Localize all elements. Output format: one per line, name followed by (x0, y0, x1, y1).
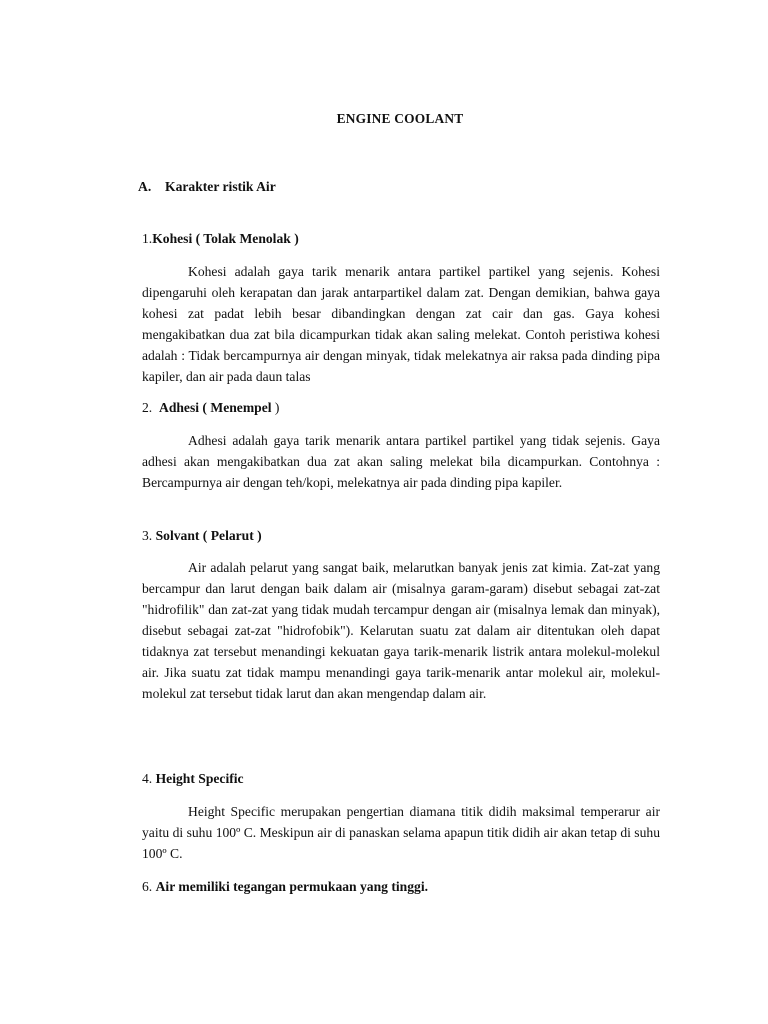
document-title: ENGINE COOLANT (336, 111, 464, 126)
section-heading (138, 176, 276, 197)
item-heading-text: Height Specific (155, 771, 244, 786)
paragraph-adhesi: Adhesi adalah gaya tarik menarik antara partikel partikel yang tidak sejenis. Gaya adhesi akan mengakibatkan dua zat akan saling melekat bila dicampurkan. Contohnya : Bercampurnya air dengan teh/kopi, melekatnya air pada dinding pipa kapiler. (142, 433, 660, 490)
item-heading-solvant (142, 525, 262, 546)
item-heading-text: Adhesi ( Menempel (159, 400, 272, 415)
item-prefix: 6. (142, 879, 156, 894)
item-prefix: 2. (142, 400, 159, 415)
item-suffix: ) (271, 400, 280, 415)
item-heading-text: Kohesi ( Tolak Menolak ) (152, 231, 299, 246)
item-heading-tegangan-permukaan (142, 876, 428, 897)
paragraph-solvant: Air adalah pelarut yang sangat baik, melarutkan banyak jenis zat kimia. Zat-zat yang bercampur dan larut dengan baik dalam air (misalnya garam-garam) disebut sebagai zat-zat "hidrofilik" dan zat-zat yang tidak mudah tercampur dengan air (misalnya lemak dan minyak), disebut sebagai zat-zat "hidrofobik"). Kelarutan suatu zat dalam air ditentukan oleh dapat tidaknya zat tersebut menandingi kekuatan gaya tarik-menarik listrik antara molekul-molekul air. Jika suatu zat tidak mampu menandingi gaya tarik-menarik antar molekul air, molekul-molekul zat tersebut tidak larut dan akan mengendap dalam air. (142, 560, 660, 701)
item-heading-text: Solvant ( Pelarut ) (155, 528, 262, 543)
paragraph-kohesi: Kohesi adalah gaya tarik menarik antara partikel partikel yang sejenis. Kohesi dipengaruhi oleh kerapatan dan jarak antarpartikel dalam zat. Dengan demikian, bahwa gaya kohesi zat padat lebih besar dibandingkan dengan zat cair dan gas. Gaya kohesi mengakibatkan dua zat bila dicampurkan tidak akan saling melekat. Contoh peristiwa kohesi adalah : Tidak bercampurnya air dengan minyak, tidak melekatnya air raksa pada dinding pipa kapiler, dan air pada daun talas (142, 264, 660, 384)
item-prefix: 4. (142, 771, 156, 786)
item-heading-adhesi (142, 397, 279, 418)
section-number: A. (138, 179, 152, 194)
item-prefix: 1. (142, 231, 153, 246)
item-heading-height-specific (142, 768, 244, 789)
item-heading-text: Air memiliki tegangan permukaan yang tinggi. (155, 879, 428, 894)
section-label: Karakter ristik Air (165, 179, 276, 194)
item-heading-kohesi (142, 228, 299, 249)
item-prefix: 3. (142, 528, 156, 543)
paragraph-height-specific: Height Specific merupakan pengertian diamana titik didih maksimal temperarur air yaitu di suhu 100º C. Meskipun air di panaskan selama apapun titik didih air akan tetap di suhu 100º C. (142, 804, 660, 861)
